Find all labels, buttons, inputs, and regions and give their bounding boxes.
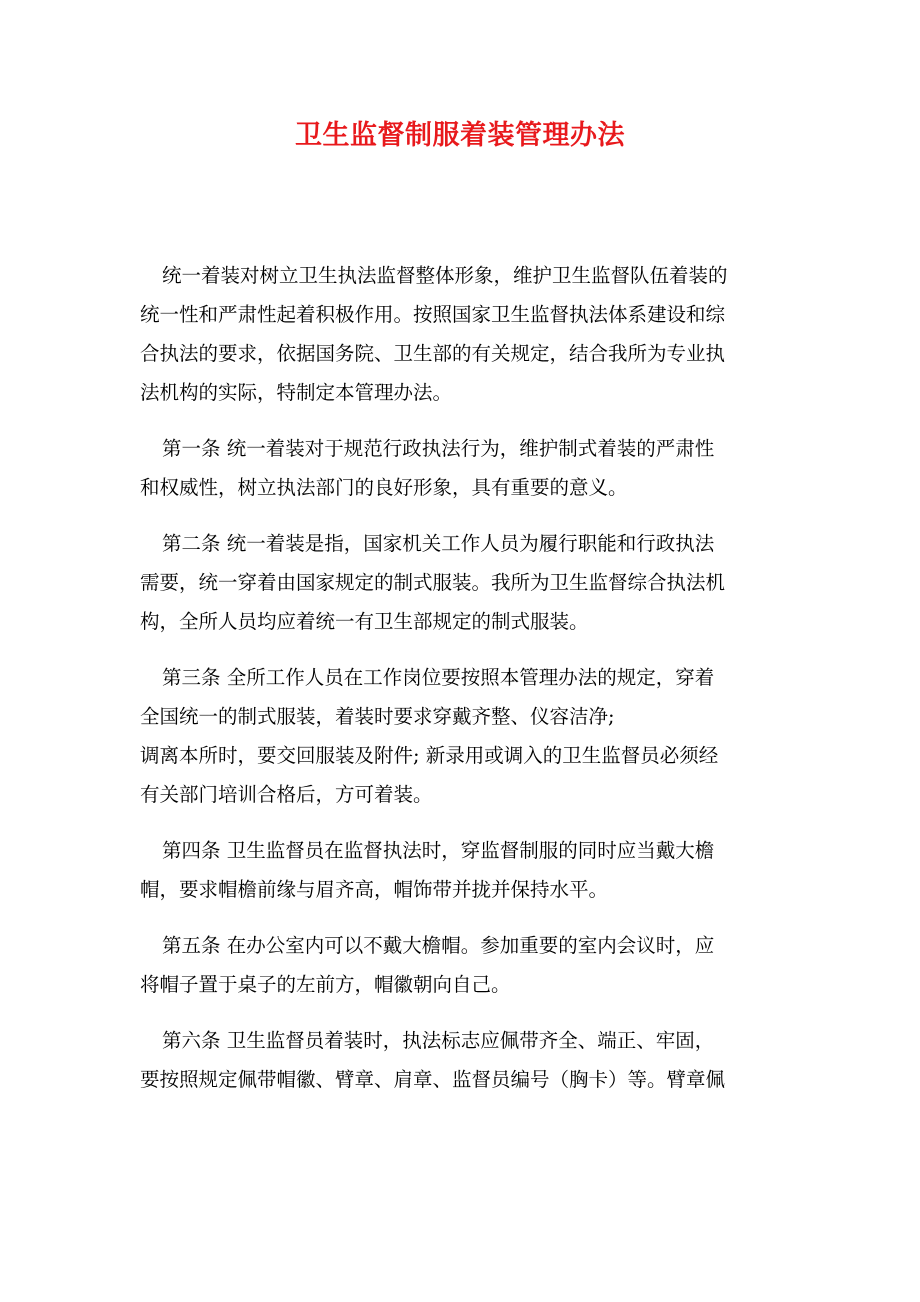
paragraph-article-3 [140,658,782,814]
text-line: 将帽子置于桌子的左前方，帽徽朝向自己。 [140,973,511,996]
text-line: 调离本所时，要交回服装及附件; 新录用或调入的卫生监督员必须经 [140,744,719,767]
text-line: 需要，统一穿着由国家规定的制式服装。我所为卫生监督综合执法机 [140,571,726,594]
text-line: 第五条 在办公室内可以不戴大檐帽。参加重要的室内会议时，应 [162,934,715,957]
paragraph-spacer [140,641,782,658]
document-body [140,256,782,1099]
text-line: 要按照规定佩带帽徽、臂章、肩章、监督员编号（胸卡）等。臂章佩 [140,1068,726,1091]
paragraph-spacer [140,814,782,831]
text-line: 有关部门培训合格后，方可着装。 [140,783,433,806]
paragraph-article-4 [140,831,782,909]
text-line: 统一着装对树立卫生执法监督整体形象，维护卫生监督队伍着装的 [162,264,728,287]
paragraph-spacer [140,1004,782,1021]
text-line: 法机构的实际，特制定本管理办法。 [140,381,453,404]
text-line: 第三条 全所工作人员在工作岗位要按照本管理办法的规定，穿着 [162,666,715,689]
text-line: 第二条 统一着装是指，国家机关工作人员为履行职能和行政执法 [162,532,715,555]
paragraph-spacer [140,507,782,524]
paragraph-spacer [140,909,782,926]
text-line: 合执法的要求，依据国务院、卫生部的有关规定，结合我所为专业执 [140,342,726,365]
text-line: 构，全所人员均应着统一有卫生部规定的制式服装。 [140,610,589,633]
text-line: 第一条 统一着装对于规范行政执法行为，维护制式着装的严肃性 [162,437,715,460]
paragraph-article-2 [140,524,782,641]
text-line: 帽，要求帽檐前缘与眉齐高，帽饰带并拢并保持水平。 [140,878,609,901]
text-line: 全国统一的制式服装，着装时要求穿戴齐整、仪容洁净; [140,705,615,728]
text-line: 第六条 卫生监督员着装时，执法标志应佩带齐全、端正、牢固， [162,1029,715,1052]
paragraph-article-1 [140,429,782,507]
paragraph-spacer [140,412,782,429]
text-line: 第四条 卫生监督员在监督执法时，穿监督制服的同时应当戴大檐 [162,839,715,862]
document-title: 卫生监督制服着装管理办法 [295,120,625,151]
text-line: 和权威性，树立执法部门的良好形象，具有重要的意义。 [140,476,628,499]
paragraph-article-6 [140,1021,782,1099]
paragraph-intro [140,256,782,412]
text-line: 统一性和严肃性起着积极作用。按照国家卫生监督执法体系建设和综 [140,303,726,326]
paragraph-article-5 [140,926,782,1004]
